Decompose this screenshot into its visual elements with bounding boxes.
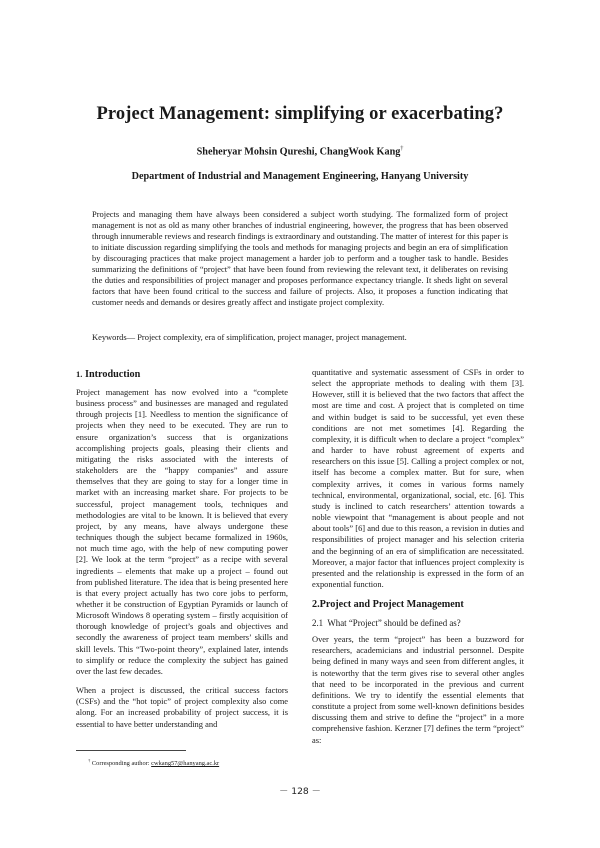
affiliation: Department of Industrial and Management Engineering, Hanyang University bbox=[131, 171, 469, 182]
section-heading-introduction bbox=[76, 367, 288, 382]
footnote bbox=[88, 756, 219, 768]
section-heading-project-management bbox=[312, 598, 524, 612]
corresponding-author-email-link[interactable]: cwkang57@hanyang.ac.kr bbox=[151, 760, 220, 768]
abstract: Projects and managing them have always been considered a subject worth studying. The formalized form of project management is not as old as many other branches of industrial engineering, however, the progress that has been observed through innumerable reviews and research findings is extraordinary and outstanding. The matter of interest for this paper is to initiate discussion regarding simplifying the tools and methods for managing projects and begin an era of simplification by discouraging practices that make project management a harder job to perform and a tougher task to handle. Besides summarizing the definitions of “project” that have been found from reviewing the relevant text, it deliberates on revising the duties and responsibilities of project manager and proposes performance expectancy triangle. It sheds light on several factors that have been found critical to the success and failure of projects. Also, it proposes a function indicating that customer needs and demands or desires greatly affect and instigate project complexity. bbox=[92, 209, 508, 307]
subsection-number: 2.1 bbox=[312, 618, 324, 629]
page-number: － 128 － bbox=[279, 786, 321, 797]
subsection-title: What “Project” should be defined as? bbox=[327, 618, 461, 629]
subsection-heading bbox=[312, 617, 524, 629]
footnote-rule bbox=[76, 750, 186, 751]
author-names: Sheheryar Mohsin Qureshi, ChangWook Kang bbox=[196, 146, 401, 158]
section2-paragraph-1: Over years, the term “project” has been a buzzword for researchers, academicians and industrial personnel. Despite being defined in many ways and seen from different angles, it is noteworthy that the term gives rise to several other angles that need to be incorporated in the previous and current definitions. We try to identify the essential elements that constitute a project from some well-known definitions besides discussing them and strive to define the “project” in a more comprehensive fashion. Kerzner [7] defines the term “project” as: bbox=[312, 634, 524, 745]
footnote-mark: † bbox=[88, 758, 91, 763]
paper-title: Project Management: simplifying or exacerbating? bbox=[96, 104, 504, 124]
introduction-paragraph-1: Project management has now evolved into a “complete business process” and businesses are managed and regulated through projects [1]. Needless to mention the significance of projects when they need to be executed. They are run to ensure organization’s success that is organizations accomplishing projects goals, pleasing their clients and mitigating the risks associated with the interests of stakeholders are the “happy companies” and assure themselves that they are going to stay for a longer time in market with an increasing market share. For projects to be successful, project management tools, techniques and methodologies are vital to be known. It is believed that every project, by any means, have always undergone these techniques though the subject became formalized in 1960s, not much time ago, with the help of new computing power [2]. We look at the term “project” as a recipe with several ingredients – elements that make up a project – found out from published literature. The idea that is being presented here is that every project actually has two core jobs to perform, whether it be construction of Egyptian Pyramids or launch of Microsoft Windows 8 operating system – firstly acquisition of thorough knowledge of project’s goals and objectives and secondly the awareness of project team members’ skills and skill levels. This “Two-point theory”, explained later, intends to simplify or reduce the complexity the subject has gained over the last few decades. bbox=[76, 387, 288, 676]
paragraph-gap bbox=[76, 677, 288, 685]
author-line bbox=[0, 146, 600, 157]
introduction-paragraph-2: When a project is discussed, the critical success factors (CSFs) and the “hot topic” of project complexity also come along. For an increased probability of project success, it is essential to have better understanding and bbox=[76, 685, 288, 729]
section-gap bbox=[312, 590, 524, 598]
right-column bbox=[312, 367, 524, 746]
section-number: 1. bbox=[76, 369, 83, 379]
section-title: Project and Project Management bbox=[319, 599, 464, 611]
introduction-paragraph-3: quantitative and systematic assessment of CSFs in order to select the appropriate methods to dealing with them [3]. However, still it is believed that the two factors that affect the most are time and cost. A project that is completed on time and within budget is said to be successful, yet even these conditions are not met sometimes [4]. Regarding the complexity, it is difficult when to declare a project “complex” and harder to have robust agreement of experts and researchers on this issue [5]. Calling a project complex or not, itself has become a complex matter. But for sure, when complexity arrives, it comes in various forms namely technical, environmental, organizational, social, etc. [6]. This study is inclined to catch researchers’ attention towards a noble viewpoint that “management is about people and not about tools” [6] and due to this reason, a revision in duties and responsibilities of project manager and his selection criteria and the beginning of an era of simplification are necessitated. Moreover, a major factor that influences project complexity is presented and the relationship is expressed in the form of an exponential function. bbox=[312, 367, 524, 589]
footnote-label: Corresponding author: bbox=[91, 760, 150, 768]
corresponding-author-mark: † bbox=[400, 146, 404, 152]
left-column bbox=[76, 367, 288, 730]
keywords: Keywords— Project complexity, era of simplification, project manager, project management. bbox=[92, 332, 407, 342]
section-title: Introduction bbox=[85, 369, 141, 380]
section-number: 2. bbox=[312, 599, 320, 611]
